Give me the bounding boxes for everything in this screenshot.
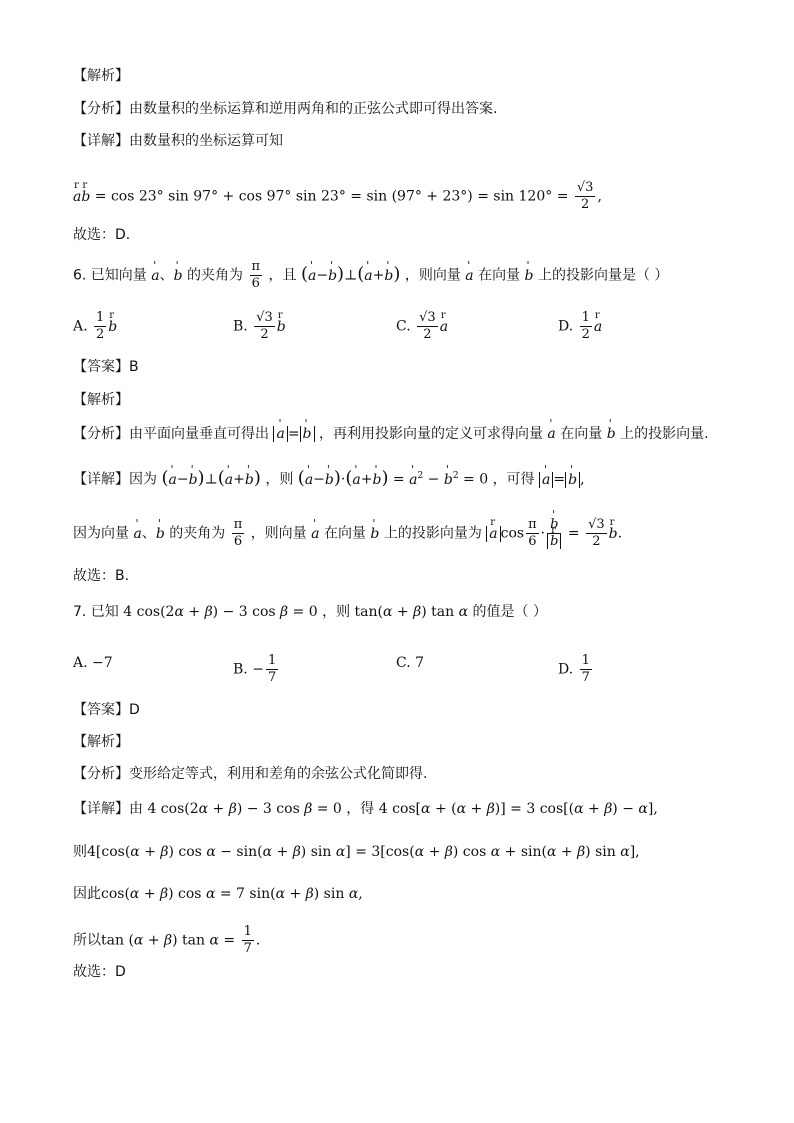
detail-line-4: 所以tan (α + β) tan α = $\frac{1}{7}$ . [73,924,261,956]
answer-line: 【答案】D [73,702,140,718]
option-c: C. $\frac{√3}{2}$ r a [396,310,448,343]
section-header: 【解析】 [73,68,129,84]
question-7-stem: 7. 已知 4 cos(2α + β) − 3 cos β = 0 ，则 tan(α + β) tan α 的值是（ ） [73,604,547,620]
detail-line: 【详解】由数量积的坐标运算可知 [73,133,283,149]
analysis-line: 【分析】由平面向量垂直可得出 ' a =' b ，再利用投影向量的定义可求得向量 ' a 在向量 ' b 上的投影向量. [73,424,709,444]
detail-line-2: 因为向量 ' a、' b 的夹角为 $\frac{\pi}{6}$ ，则向量 ' a 在向量 ' b 上的投影向量为 r a cos $\frac{\pi}{6}$ · ' b r b = $\frac{√3}{2}$ r b. [73,517,622,550]
answer-line: 故选：B. [73,568,130,584]
analysis-line: 【分析】由数量积的坐标运算和逆用两角和的正弦公式即可得出答案. [73,101,498,117]
formula-text: = cos 23° sin 97° + cos 97° sin 23° = sin (97° + 23°) = sin 120° = [94,188,569,205]
pi-over-6: $\frac{\pi}{6}$ [251,259,261,291]
analysis-line: 【分析】变形给定等式，利用和差角的余弦公式化简即得. [73,766,428,782]
option-a: A. −7 [73,655,113,671]
option-d: D. $\frac{1}{2}$ r a [558,310,602,343]
detail-line: 【详解】由 4 cos(2α + β) − 3 cos β = 0 ，得 4 cos[α + (α + β)] = 3 cos[(α + β) − α], [73,801,658,817]
section-header: 【解析】 [73,734,129,750]
formula-line: r ar b = cos 23° sin 97° + cos 97° sin 23° = sin (97° + 23°) = sin 120° = $\frac{√3}{2}$ , [73,180,602,213]
detail-line-3: 因此cos(α + β) cos α = 7 sin(α + β) sin α, [73,886,363,902]
answer-line: 故选：D [73,964,126,980]
option-d: D. $\frac{1}{7}$ [558,653,590,685]
answer-line: 故选：D. [73,227,131,243]
question-6-stem: 6. 已知向量 ' a、' b 的夹角为 $\frac{\pi}{6}$ ，且 (' a−' b)⊥(' a+' b) ，则向量 ' a 在向量 ' b 上的投影向量是（ ） [73,259,668,292]
detail-line: 【详解】因为 (' a−' b)⊥(' a+' b) ，则 (' a−' b)·(' a+' b) = ' $a^2$ − ' $b^2 = 0$ ，可得 ' a =' b , [73,466,585,490]
section-header: 【解析】 [73,392,129,408]
option-b: B. $\frac{√3}{2}$ r b [233,310,286,343]
option-c: C. 7 [396,655,425,671]
answer-line: 【答案】B [73,359,139,375]
option-a: A. $\frac{1}{2}$ r b [73,310,117,343]
option-b: B. − $\frac{1}{7}$ [233,653,277,685]
sqrt3-over-2: $\frac{√3}{2}$ [576,180,594,212]
detail-line-2: 则4[cos(α + β) cos α − sin(α + β) sin α] = 3[cos(α + β) cos α + sin(α + β) sin α], [73,844,640,860]
